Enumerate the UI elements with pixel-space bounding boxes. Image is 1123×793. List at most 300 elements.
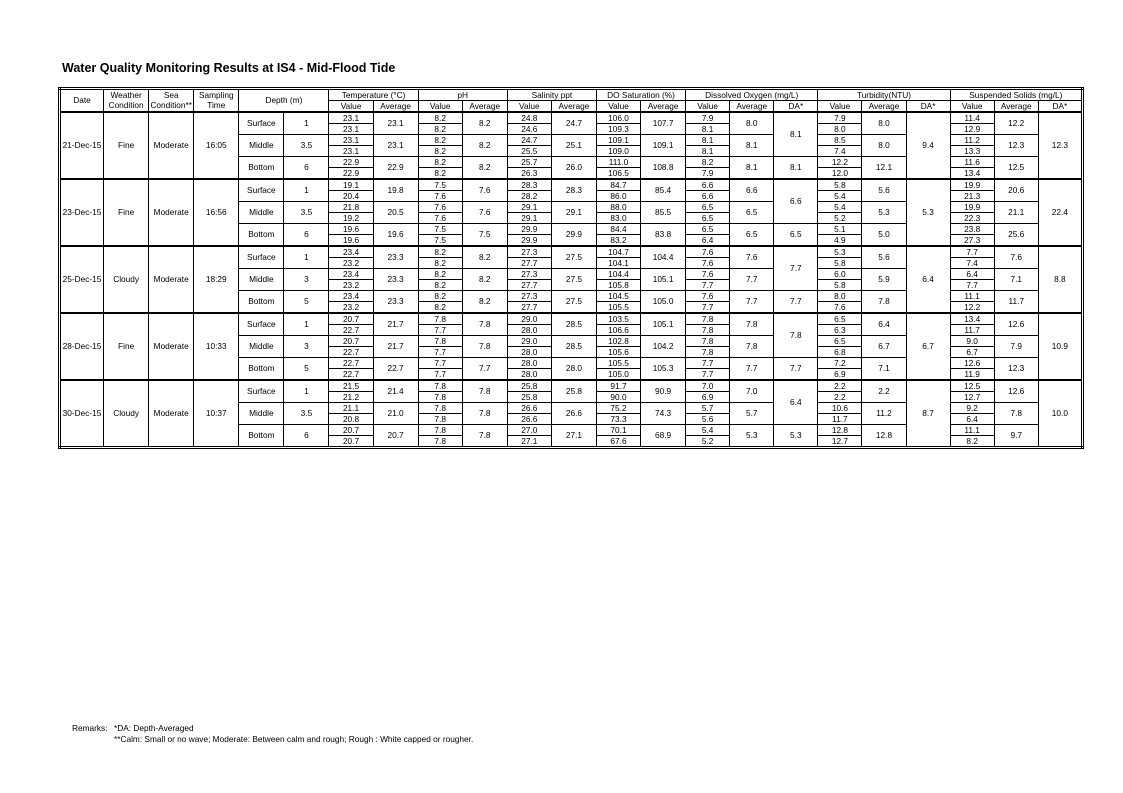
- do-saturation-value-cell: 67.6: [596, 436, 640, 448]
- temperature-value-cell: 21.2: [329, 392, 373, 403]
- dissolved-oxygen-da-cell: 7.7: [774, 291, 818, 314]
- header-value: Value: [686, 101, 730, 113]
- temperature-value-cell: 21.8: [329, 202, 373, 213]
- temperature-average-cell: 21.7: [373, 336, 418, 358]
- salinity-average-cell: 28.5: [551, 336, 596, 358]
- salinity-value-cell: 26.3: [507, 168, 551, 180]
- ph-value-cell: 7.5: [418, 179, 462, 191]
- salinity-value-cell: 28.0: [507, 358, 551, 369]
- salinity-value-cell: 29.9: [507, 224, 551, 235]
- temperature-average-cell: 23.3: [373, 291, 418, 314]
- turbidity-value-cell: 5.8: [818, 258, 862, 269]
- header-salinity: Salinity ppt: [507, 89, 596, 101]
- dissolved-oxygen-value-cell: 5.7: [686, 403, 730, 414]
- temperature-value-cell: 22.7: [329, 347, 373, 358]
- salinity-average-cell: 25.1: [551, 135, 596, 157]
- water-quality-table: [58, 87, 1084, 449]
- suspended-solids-value-cell: 11.7: [950, 325, 994, 336]
- turbidity-value-cell: 6.0: [818, 269, 862, 280]
- turbidity-average-cell: 8.0: [862, 112, 906, 135]
- remarks: [72, 723, 473, 744]
- salinity-value-cell: 25.8: [507, 380, 551, 392]
- temperature-value-cell: 23.2: [329, 302, 373, 314]
- suspended-solids-average-cell: 12.5: [994, 157, 1038, 180]
- dissolved-oxygen-value-cell: 6.4: [686, 235, 730, 247]
- turbidity-value-cell: 5.4: [818, 202, 862, 213]
- depth-value-cell: 3: [284, 269, 329, 291]
- suspended-solids-value-cell: 6.7: [950, 347, 994, 358]
- turbidity-average-cell: 11.2: [862, 403, 906, 425]
- turbidity-average-cell: 5.9: [862, 269, 906, 291]
- dissolved-oxygen-average-cell: 7.7: [730, 269, 774, 291]
- turbidity-da-cell: 5.3: [906, 179, 950, 246]
- do-saturation-value-cell: 105.6: [596, 347, 640, 358]
- ph-average-cell: 7.8: [462, 336, 507, 358]
- do-saturation-value-cell: 104.7: [596, 246, 640, 258]
- suspended-solids-value-cell: 6.4: [950, 414, 994, 425]
- salinity-value-cell: 27.3: [507, 291, 551, 302]
- depth-value-cell: 1: [284, 179, 329, 202]
- sampling-time-cell: 18:29: [194, 246, 239, 313]
- turbidity-average-cell: 5.3: [862, 202, 906, 224]
- turbidity-value-cell: 12.8: [818, 425, 862, 436]
- do-saturation-average-cell: 104.4: [641, 246, 686, 269]
- ph-value-cell: 7.5: [418, 224, 462, 235]
- turbidity-average-cell: 8.0: [862, 135, 906, 157]
- weather-cell: Cloudy: [104, 246, 149, 313]
- turbidity-value-cell: 5.2: [818, 213, 862, 224]
- ph-value-cell: 7.7: [418, 347, 462, 358]
- suspended-solids-value-cell: 12.2: [950, 302, 994, 314]
- do-saturation-value-cell: 86.0: [596, 191, 640, 202]
- salinity-average-cell: 28.0: [551, 358, 596, 381]
- salinity-value-cell: 25.7: [507, 157, 551, 168]
- temperature-average-cell: 23.3: [373, 269, 418, 291]
- depth-value-cell: 6: [284, 157, 329, 180]
- temperature-value-cell: 20.7: [329, 436, 373, 448]
- dissolved-oxygen-value-cell: 5.6: [686, 414, 730, 425]
- header-average: Average: [641, 101, 686, 113]
- weather-cell: Cloudy: [104, 380, 149, 448]
- temperature-value-cell: 20.8: [329, 414, 373, 425]
- do-saturation-value-cell: 106.0: [596, 112, 640, 124]
- dissolved-oxygen-average-cell: 5.7: [730, 403, 774, 425]
- header-value: Value: [507, 101, 551, 113]
- header-average: Average: [373, 101, 418, 113]
- header-date: Date: [60, 89, 104, 113]
- dissolved-oxygen-da-cell: 7.7: [774, 246, 818, 291]
- depth-value-cell: 1: [284, 380, 329, 403]
- depth-value-cell: 3.5: [284, 135, 329, 157]
- remarks-line-2: **Calm: Small or no wave; Moderate: Between calm and rough; Rough : White capped or rougher.: [114, 733, 474, 744]
- dissolved-oxygen-value-cell: 6.5: [686, 202, 730, 213]
- do-saturation-value-cell: 105.5: [596, 358, 640, 369]
- salinity-average-cell: 27.5: [551, 269, 596, 291]
- turbidity-average-cell: 7.1: [862, 358, 906, 381]
- depth-level-cell: Bottom: [239, 425, 284, 448]
- suspended-solids-average-cell: 12.3: [994, 135, 1038, 157]
- suspended-solids-average-cell: 12.2: [994, 112, 1038, 135]
- dissolved-oxygen-average-cell: 7.0: [730, 380, 774, 403]
- suspended-solids-average-cell: 11.7: [994, 291, 1038, 314]
- do-saturation-value-cell: 106.5: [596, 168, 640, 180]
- temperature-value-cell: 19.6: [329, 224, 373, 235]
- depth-value-cell: 3.5: [284, 202, 329, 224]
- suspended-solids-average-cell: 12.6: [994, 313, 1038, 336]
- turbidity-value-cell: 6.8: [818, 347, 862, 358]
- do-saturation-value-cell: 102.8: [596, 336, 640, 347]
- date-cell: 30-Dec-15: [60, 380, 104, 448]
- dissolved-oxygen-value-cell: 7.8: [686, 336, 730, 347]
- depth-level-cell: Surface: [239, 112, 284, 135]
- ph-value-cell: 8.2: [418, 112, 462, 124]
- ph-value-cell: 8.2: [418, 258, 462, 269]
- header-da: DA*: [774, 101, 818, 113]
- suspended-solids-da-cell: 10.0: [1038, 380, 1082, 448]
- do-saturation-value-cell: 109.3: [596, 124, 640, 135]
- suspended-solids-da-cell: 10.9: [1038, 313, 1082, 380]
- sea-condition-cell: Moderate: [149, 380, 194, 448]
- suspended-solids-value-cell: 12.9: [950, 124, 994, 135]
- suspended-solids-value-cell: 19.9: [950, 202, 994, 213]
- turbidity-value-cell: 12.0: [818, 168, 862, 180]
- depth-value-cell: 3: [284, 336, 329, 358]
- table-row: [60, 313, 1083, 325]
- turbidity-value-cell: 5.1: [818, 224, 862, 235]
- salinity-value-cell: 27.0: [507, 425, 551, 436]
- do-saturation-value-cell: 104.4: [596, 269, 640, 280]
- salinity-value-cell: 29.1: [507, 202, 551, 213]
- dissolved-oxygen-average-cell: 6.5: [730, 202, 774, 224]
- do-saturation-value-cell: 109.0: [596, 146, 640, 157]
- suspended-solids-average-cell: 7.6: [994, 246, 1038, 269]
- dissolved-oxygen-value-cell: 8.1: [686, 135, 730, 146]
- turbidity-value-cell: 8.5: [818, 135, 862, 146]
- temperature-value-cell: 19.1: [329, 179, 373, 191]
- turbidity-value-cell: 6.9: [818, 369, 862, 381]
- ph-value-cell: 7.6: [418, 191, 462, 202]
- ph-value-cell: 7.7: [418, 358, 462, 369]
- depth-level-cell: Surface: [239, 246, 284, 269]
- suspended-solids-value-cell: 19.9: [950, 179, 994, 191]
- ph-average-cell: 8.2: [462, 291, 507, 314]
- do-saturation-value-cell: 83.2: [596, 235, 640, 247]
- turbidity-value-cell: 6.5: [818, 336, 862, 347]
- header-average: Average: [551, 101, 596, 113]
- temperature-value-cell: 19.2: [329, 213, 373, 224]
- salinity-average-cell: 24.7: [551, 112, 596, 135]
- salinity-value-cell: 27.3: [507, 269, 551, 280]
- suspended-solids-da-cell: 8.8: [1038, 246, 1082, 313]
- ph-average-cell: 7.7: [462, 358, 507, 381]
- temperature-value-cell: 20.7: [329, 313, 373, 325]
- ph-average-cell: 8.2: [462, 269, 507, 291]
- header-ph: pH: [418, 89, 507, 101]
- ph-value-cell: 7.8: [418, 380, 462, 392]
- depth-level-cell: Middle: [239, 403, 284, 425]
- do-saturation-average-cell: 90.9: [641, 380, 686, 403]
- dissolved-oxygen-value-cell: 7.8: [686, 347, 730, 358]
- turbidity-value-cell: 7.2: [818, 358, 862, 369]
- temperature-value-cell: 23.4: [329, 291, 373, 302]
- depth-value-cell: 3.5: [284, 403, 329, 425]
- salinity-value-cell: 29.0: [507, 313, 551, 325]
- ph-value-cell: 8.2: [418, 124, 462, 135]
- weather-cell: Fine: [104, 179, 149, 246]
- turbidity-value-cell: 10.6: [818, 403, 862, 414]
- header-sampling-2: Time: [194, 101, 239, 113]
- suspended-solids-value-cell: 27.3: [950, 235, 994, 247]
- do-saturation-average-cell: 105.1: [641, 269, 686, 291]
- temperature-value-cell: 21.1: [329, 403, 373, 414]
- sea-condition-cell: Moderate: [149, 179, 194, 246]
- temperature-value-cell: 21.5: [329, 380, 373, 392]
- suspended-solids-average-cell: 9.7: [994, 425, 1038, 448]
- suspended-solids-value-cell: 9.2: [950, 403, 994, 414]
- ph-value-cell: 8.2: [418, 157, 462, 168]
- suspended-solids-value-cell: 11.9: [950, 369, 994, 381]
- depth-value-cell: 1: [284, 313, 329, 336]
- salinity-value-cell: 25.5: [507, 146, 551, 157]
- turbidity-value-cell: 7.9: [818, 112, 862, 124]
- turbidity-average-cell: 7.8: [862, 291, 906, 314]
- dissolved-oxygen-da-cell: 7.7: [774, 358, 818, 381]
- turbidity-average-cell: 5.6: [862, 246, 906, 269]
- salinity-value-cell: 27.7: [507, 258, 551, 269]
- temperature-value-cell: 23.1: [329, 135, 373, 146]
- do-saturation-value-cell: 84.4: [596, 224, 640, 235]
- do-saturation-value-cell: 105.5: [596, 302, 640, 314]
- suspended-solids-average-cell: 7.1: [994, 269, 1038, 291]
- dissolved-oxygen-average-cell: 6.5: [730, 224, 774, 247]
- dissolved-oxygen-value-cell: 7.7: [686, 369, 730, 381]
- temperature-value-cell: 23.1: [329, 124, 373, 135]
- turbidity-average-cell: 12.1: [862, 157, 906, 180]
- salinity-value-cell: 26.6: [507, 403, 551, 414]
- temperature-value-cell: 23.2: [329, 280, 373, 291]
- header-average: Average: [862, 101, 906, 113]
- sampling-time-cell: 16:56: [194, 179, 239, 246]
- suspended-solids-value-cell: 12.7: [950, 392, 994, 403]
- do-saturation-value-cell: 105.8: [596, 280, 640, 291]
- temperature-average-cell: 22.7: [373, 358, 418, 381]
- dissolved-oxygen-average-cell: 8.1: [730, 135, 774, 157]
- header-suspended-solids: Suspended Solids (mg/L): [950, 89, 1082, 101]
- temperature-value-cell: 23.4: [329, 269, 373, 280]
- ph-value-cell: 7.8: [418, 403, 462, 414]
- suspended-solids-value-cell: 13.4: [950, 168, 994, 180]
- ph-average-cell: 8.2: [462, 246, 507, 269]
- suspended-solids-da-cell: 22.4: [1038, 179, 1082, 246]
- do-saturation-value-cell: 70.1: [596, 425, 640, 436]
- do-saturation-average-cell: 85.5: [641, 202, 686, 224]
- salinity-average-cell: 29.1: [551, 202, 596, 224]
- dissolved-oxygen-value-cell: 7.7: [686, 280, 730, 291]
- depth-level-cell: Bottom: [239, 224, 284, 247]
- depth-level-cell: Surface: [239, 179, 284, 202]
- ph-value-cell: 7.7: [418, 325, 462, 336]
- header-weather-2: Condition: [104, 101, 149, 113]
- header-value: Value: [329, 101, 373, 113]
- suspended-solids-average-cell: 25.6: [994, 224, 1038, 247]
- salinity-value-cell: 24.8: [507, 112, 551, 124]
- suspended-solids-average-cell: 12.3: [994, 358, 1038, 381]
- do-saturation-value-cell: 105.0: [596, 369, 640, 381]
- suspended-solids-value-cell: 7.7: [950, 280, 994, 291]
- dissolved-oxygen-average-cell: 7.7: [730, 291, 774, 314]
- depth-value-cell: 1: [284, 112, 329, 135]
- suspended-solids-value-cell: 9.0: [950, 336, 994, 347]
- ph-average-cell: 7.8: [462, 425, 507, 448]
- table-row: [60, 179, 1083, 191]
- dissolved-oxygen-value-cell: 7.8: [686, 313, 730, 325]
- sampling-time-cell: 10:33: [194, 313, 239, 380]
- header-sea-1: Sea: [149, 89, 194, 101]
- dissolved-oxygen-da-cell: 8.1: [774, 157, 818, 180]
- suspended-solids-value-cell: 23.8: [950, 224, 994, 235]
- suspended-solids-value-cell: 13.4: [950, 313, 994, 325]
- ph-value-cell: 8.2: [418, 280, 462, 291]
- dissolved-oxygen-average-cell: 8.1: [730, 157, 774, 180]
- do-saturation-value-cell: 83.0: [596, 213, 640, 224]
- dissolved-oxygen-value-cell: 6.5: [686, 213, 730, 224]
- ph-value-cell: 7.6: [418, 202, 462, 213]
- do-saturation-value-cell: 103.5: [596, 313, 640, 325]
- ph-value-cell: 8.2: [418, 168, 462, 180]
- remarks-label: Remarks:: [72, 723, 108, 733]
- ph-value-cell: 7.5: [418, 235, 462, 247]
- do-saturation-value-cell: 73.3: [596, 414, 640, 425]
- header-average: Average: [730, 101, 774, 113]
- dissolved-oxygen-value-cell: 6.6: [686, 179, 730, 191]
- depth-level-cell: Middle: [239, 202, 284, 224]
- do-saturation-average-cell: 74.3: [641, 403, 686, 425]
- suspended-solids-average-cell: 7.8: [994, 403, 1038, 425]
- salinity-value-cell: 28.0: [507, 369, 551, 381]
- dissolved-oxygen-value-cell: 6.6: [686, 191, 730, 202]
- do-saturation-value-cell: 84.7: [596, 179, 640, 191]
- dissolved-oxygen-value-cell: 7.6: [686, 291, 730, 302]
- turbidity-value-cell: 6.5: [818, 313, 862, 325]
- turbidity-value-cell: 8.0: [818, 124, 862, 135]
- turbidity-average-cell: 5.0: [862, 224, 906, 247]
- turbidity-value-cell: 4.9: [818, 235, 862, 247]
- dissolved-oxygen-value-cell: 8.2: [686, 157, 730, 168]
- header-da: DA*: [1038, 101, 1082, 113]
- ph-average-cell: 8.2: [462, 135, 507, 157]
- sampling-time-cell: 10:37: [194, 380, 239, 448]
- turbidity-average-cell: 6.4: [862, 313, 906, 336]
- ph-value-cell: 7.7: [418, 369, 462, 381]
- do-saturation-value-cell: 104.1: [596, 258, 640, 269]
- ph-average-cell: 7.8: [462, 403, 507, 425]
- depth-level-cell: Surface: [239, 380, 284, 403]
- suspended-solids-average-cell: 20.6: [994, 179, 1038, 202]
- do-saturation-value-cell: 75.2: [596, 403, 640, 414]
- suspended-solids-average-cell: 12.6: [994, 380, 1038, 403]
- header-weather-1: Weather: [104, 89, 149, 101]
- salinity-average-cell: 29.9: [551, 224, 596, 247]
- do-saturation-average-cell: 109.1: [641, 135, 686, 157]
- salinity-average-cell: 26.0: [551, 157, 596, 180]
- temperature-value-cell: 20.7: [329, 336, 373, 347]
- weather-cell: Fine: [104, 112, 149, 179]
- dissolved-oxygen-value-cell: 5.4: [686, 425, 730, 436]
- dissolved-oxygen-value-cell: 7.0: [686, 380, 730, 392]
- temperature-average-cell: 19.6: [373, 224, 418, 247]
- do-saturation-average-cell: 68.9: [641, 425, 686, 448]
- dissolved-oxygen-value-cell: 7.9: [686, 168, 730, 180]
- suspended-solids-value-cell: 11.2: [950, 135, 994, 146]
- salinity-average-cell: 27.5: [551, 246, 596, 269]
- dissolved-oxygen-average-cell: 8.0: [730, 112, 774, 135]
- date-cell: 21-Dec-15: [60, 112, 104, 179]
- header-value: Value: [950, 101, 994, 113]
- turbidity-value-cell: 11.7: [818, 414, 862, 425]
- page-title: Water Quality Monitoring Results at IS4 - Mid-Flood Tide: [62, 61, 396, 75]
- salinity-value-cell: 29.0: [507, 336, 551, 347]
- ph-value-cell: 8.2: [418, 146, 462, 157]
- turbidity-value-cell: 6.3: [818, 325, 862, 336]
- turbidity-value-cell: 7.6: [818, 302, 862, 314]
- turbidity-value-cell: 7.4: [818, 146, 862, 157]
- ph-average-cell: 8.2: [462, 112, 507, 135]
- dissolved-oxygen-value-cell: 8.1: [686, 146, 730, 157]
- turbidity-da-cell: 8.7: [906, 380, 950, 448]
- ph-value-cell: 8.2: [418, 291, 462, 302]
- ph-value-cell: 8.2: [418, 269, 462, 280]
- remarks-line-1: *DA: Depth-Averaged: [114, 723, 194, 733]
- salinity-average-cell: 28.3: [551, 179, 596, 202]
- suspended-solids-value-cell: 21.3: [950, 191, 994, 202]
- table-row: [60, 380, 1083, 392]
- header-value: Value: [418, 101, 462, 113]
- sea-condition-cell: Moderate: [149, 112, 194, 179]
- ph-average-cell: 7.8: [462, 313, 507, 336]
- suspended-solids-value-cell: 11.6: [950, 157, 994, 168]
- suspended-solids-value-cell: 8.2: [950, 436, 994, 448]
- sampling-time-cell: 16:05: [194, 112, 239, 179]
- depth-level-cell: Middle: [239, 336, 284, 358]
- turbidity-value-cell: 12.2: [818, 157, 862, 168]
- date-cell: 23-Dec-15: [60, 179, 104, 246]
- temperature-average-cell: 23.3: [373, 246, 418, 269]
- dissolved-oxygen-da-cell: 6.4: [774, 380, 818, 425]
- temperature-average-cell: 21.0: [373, 403, 418, 425]
- do-saturation-value-cell: 111.0: [596, 157, 640, 168]
- header-do-saturation: DO Saturation (%): [596, 89, 685, 101]
- temperature-average-cell: 22.9: [373, 157, 418, 180]
- ph-average-cell: 7.6: [462, 202, 507, 224]
- dissolved-oxygen-value-cell: 7.6: [686, 258, 730, 269]
- salinity-value-cell: 29.1: [507, 213, 551, 224]
- depth-level-cell: Bottom: [239, 291, 284, 314]
- ph-value-cell: 7.8: [418, 414, 462, 425]
- do-saturation-value-cell: 104.5: [596, 291, 640, 302]
- do-saturation-value-cell: 88.0: [596, 202, 640, 213]
- dissolved-oxygen-da-cell: 5.3: [774, 425, 818, 448]
- salinity-value-cell: 28.0: [507, 347, 551, 358]
- suspended-solids-value-cell: 13.3: [950, 146, 994, 157]
- dissolved-oxygen-da-cell: 8.1: [774, 112, 818, 157]
- do-saturation-average-cell: 108.8: [641, 157, 686, 180]
- ph-value-cell: 7.8: [418, 392, 462, 403]
- salinity-value-cell: 28.0: [507, 325, 551, 336]
- header-value: Value: [596, 101, 640, 113]
- dissolved-oxygen-average-cell: 6.6: [730, 179, 774, 202]
- ph-value-cell: 7.8: [418, 313, 462, 325]
- do-saturation-average-cell: 85.4: [641, 179, 686, 202]
